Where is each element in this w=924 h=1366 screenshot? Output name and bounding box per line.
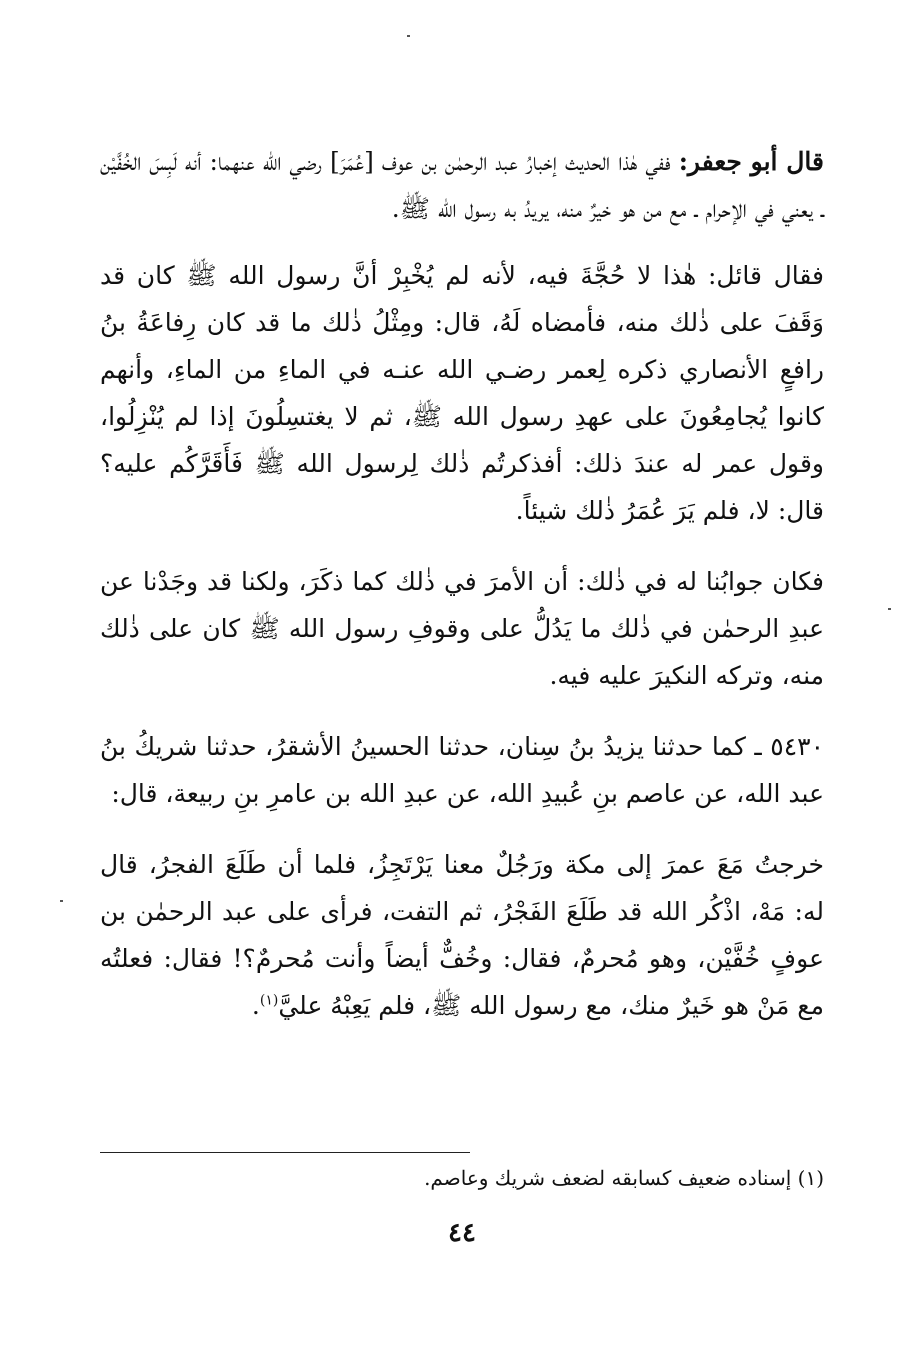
paragraph-5 bbox=[100, 841, 824, 1029]
page-number: ٤٤ bbox=[448, 1218, 476, 1248]
footnote-reference[interactable]: (١) bbox=[259, 992, 279, 1009]
paragraph-1 bbox=[100, 138, 824, 232]
paragraph-text: ففي هٰذا الحديث إخبارُ عبد الرحمٰن بن عوف [عُمَرَ] رضي الله عنهما: أنه لَبِسَ الخُفَّيْن ـ يعني في الإحرام ـ مع من هو خيرٌ منه، يريدُ به رسول الله ﷺ. bbox=[100, 147, 824, 223]
footnote: (١) إسناده ضعيف كسابقه لضعف شريك وعاصم. bbox=[424, 1166, 824, 1190]
scan-speck bbox=[407, 35, 410, 37]
paragraph-text: خرجتُ مَعَ عمرَ إلى مكة ورَجُلٌ معنا يَرْتَجِزُ، فلما أن طَلَعَ الفجرُ، قال له: مَهْ، اذْكُر الله قد طَلَعَ الفَجْرُ، ثم التفت، فرأى على عبد الرحمٰن بن عوفٍ خُفَّيْن، وهو مُحرمٌ، فقال: وخُفٌّ أيضاً وأنت مُحرمٌ؟! فقال: فعلتُه مع مَنْ هو خَيرٌ منك، مع رسول الله ﷺ، فلم يَعِبْهُ عليَّ bbox=[100, 850, 824, 1020]
paragraph-text: ٥٤٣٠ ـ كما حدثنا يزيدُ بنُ سِنان، حدثنا الحسينُ الأشقرُ، حدثنا شريكُ بنُ عبد الله، عن عاصم بنِ عُبيدِ الله، عن عبدِ الله بن عامرِ بنِ ربيعة، قال: bbox=[100, 732, 824, 808]
scan-speck bbox=[60, 900, 63, 902]
paragraph-text: فكان جوابُنا له في ذٰلك: أن الأمرَ في ذٰلك كما ذكَرَ، ولكنا قد وجَدْنا عن عبدِ الرحمٰن في ذٰلك ما يَدُلُّ على وقوفِ رسول الله ﷺ كان على ذٰلك منه، وتركه النكيرَ عليه فيه. bbox=[100, 567, 824, 690]
paragraph-2 bbox=[100, 252, 824, 534]
footnote-separator bbox=[100, 1152, 470, 1153]
paragraph-end: . bbox=[251, 991, 260, 1020]
scan-speck bbox=[888, 608, 891, 610]
paragraph-text: فقال قائل: هٰذا لا حُجَّةَ فيه، لأنه لم يُخْبِرْ أنَّ رسول الله ﷺ كان قد وَقَفَ على ذٰلك منه، فأمضاه لَهُ، قال: ومِثْلُ ذٰلك ما قد كان رِفاعَةُ بنُ رافعٍ الأنصاري ذكره لِعمر رضـي الله عنـه في الماءِ من الماءِ، وأنهم كانوا يُجامِعُونَ على عهدِ رسول الله ﷺ، ثم لا يغتسِلُونَ إذا لم يُنْزِلُوا، وقول عمر له عندَ ذلك: أفذكرتُم ذٰلك لِرسول الله ﷺ فَأَقَرَّكُم عليه؟ قال: لا، فلم يَرَ عُمَرُ ذٰلك شيئاً. bbox=[100, 261, 824, 525]
paragraph-hadith-5430 bbox=[100, 723, 824, 817]
body-text bbox=[100, 138, 824, 1053]
paragraph-3 bbox=[100, 558, 824, 699]
paragraph-lead: قال أبو جعفر: bbox=[678, 147, 824, 176]
